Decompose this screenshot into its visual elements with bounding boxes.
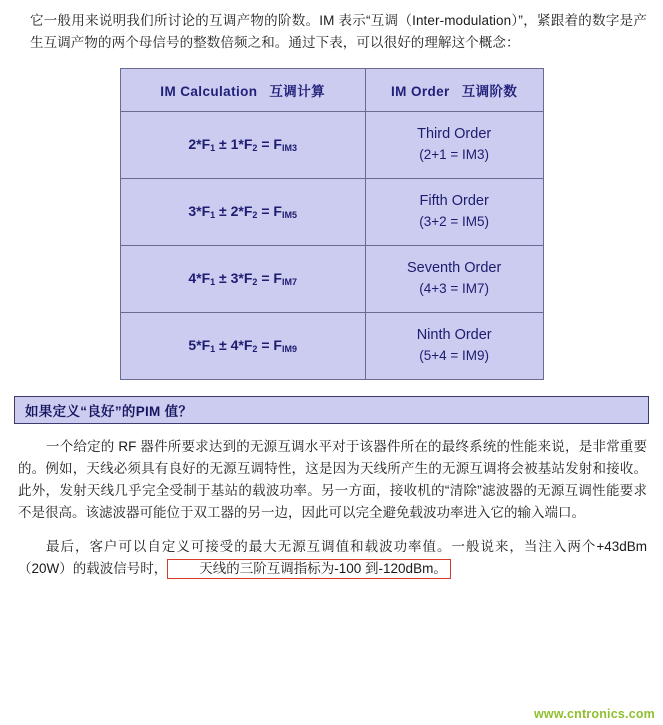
calc-subscript-1: 1 [210,143,216,154]
highlighted-spec: 天线的三阶互调指标为-100 到-120dBm。 [167,559,451,579]
calc-subscript-1: 1 [210,210,216,221]
cell-im-order [365,312,543,379]
intro-paragraph: 它一般用来说明我们所讨论的互调产物的阶数。IM 表示“互调（Inter-modulation）”，紧跟着的数字是产生互调产物的两个母信号的整数倍频之和。通过下表，可以很好的理解这个概念： [30,13,647,50]
order-formula: (4+3 = IM7) [419,281,490,297]
calc-term-2: ± 4*F [215,337,253,354]
im-table-container [0,68,663,380]
calc-term: *F [196,136,211,153]
calc-term-2: ± 2*F [215,203,253,220]
section-body [0,436,663,581]
calc-result: = F [257,136,282,153]
im-table-body [120,111,543,379]
calc-subscript-3: IM5 [281,210,297,221]
order-name: Ninth Order [416,327,492,344]
calc-result: = F [257,270,282,287]
order-formula: (2+1 = IM3) [419,147,490,163]
im-table [120,68,544,380]
calc-term-2: ± 1*F [215,136,253,153]
calc-subscript-2: 2 [252,143,258,154]
calc-coefficient: 2 [188,136,197,153]
order-formula: (5+4 = IM9) [419,348,490,364]
calc-term-2: ± 3*F [215,270,253,287]
calc-result: = F [257,337,282,354]
calc-subscript-2: 2 [252,277,258,288]
calc-subscript-3: IM9 [281,344,297,355]
calc-subscript-1: 1 [210,277,216,288]
calc-coefficient: 3 [188,203,197,220]
order-name: Third Order [417,126,492,143]
im-table-header [120,68,543,111]
section-heading-bar [14,396,649,424]
table-header-row [120,68,543,111]
header-im-calculation-cn: 互调计算 [269,83,326,99]
cell-im-order [365,245,543,312]
section-paragraph-2-text: 最后，客户可以自定义可接受的最大无源互调值和载波功率值。一般说来，当注入两个+43dBm（20W）的载波信号时， [18,539,647,577]
order-name: Fifth Order [419,193,489,210]
header-im-order [365,68,543,111]
cell-im-calculation [120,245,365,312]
table-row [120,111,543,178]
header-im-calculation-en: IM Calculation [160,83,258,99]
cell-im-calculation [120,178,365,245]
cell-im-calculation [120,111,365,178]
section-paragraph-2 [18,536,647,580]
cell-im-order [365,111,543,178]
order-formula: (3+2 = IM5) [419,214,490,230]
calc-subscript-3: IM3 [281,143,297,154]
calc-coefficient: 5 [188,337,197,354]
calc-term: *F [196,203,211,220]
calc-coefficient: 4 [188,270,197,287]
site-watermark [534,707,655,721]
intro-paragraph-block [0,0,663,54]
table-row [120,178,543,245]
table-row [120,312,543,379]
header-im-order-cn: 互调阶数 [461,83,518,99]
calc-subscript-1: 1 [210,344,216,355]
calc-subscript-3: IM7 [281,277,297,288]
section-heading-text: 如果定义“良好”的PIM 值？ [25,403,193,419]
calc-subscript-2: 2 [252,210,258,221]
section-paragraph-1: 一个给定的 RF 器件所要求达到的无源互调水平对于该器件所在的最终系统的性能来说，是非常重要的。例如，天线必须具有良好的无源互调特性，这是因为天线所产生的无源互调将会被基站发射和接收。此外，发射天线几乎完全受制于基站的载波功率。另一方面，接收机的“清除”滤波器的无源互调性能要求不是很高。该滤波器可能位于双工器的另一边，因此可以完全避免载波功率进入它的输入端口。 [18,438,647,521]
header-im-order-en: IM Order [391,83,450,99]
calc-subscript-2: 2 [252,344,258,355]
watermark-text: www.cntronics.com [533,707,655,721]
calc-term: *F [196,270,211,287]
cell-im-calculation [120,312,365,379]
table-row [120,245,543,312]
calc-term: *F [196,337,211,354]
calc-result: = F [257,203,282,220]
cell-im-order [365,178,543,245]
header-im-calculation [120,68,365,111]
order-name: Seventh Order [407,260,502,277]
